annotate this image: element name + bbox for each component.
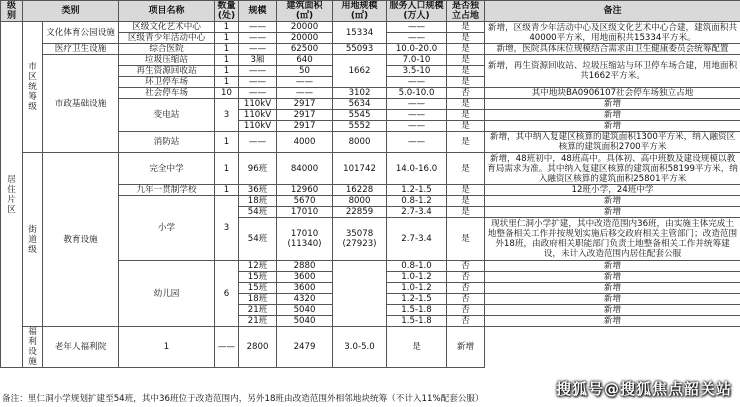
ind-cell: 是: [447, 66, 485, 77]
pop-cell: 7.0-10: [387, 55, 447, 66]
pop-cell: 3.5-10: [387, 66, 447, 77]
build-cell: 17010: [277, 207, 333, 218]
name-cell: 消防站: [119, 132, 215, 153]
count-cell: 1: [215, 33, 239, 44]
ind-cell: 是: [447, 110, 485, 121]
build-cell: 2917: [277, 99, 333, 110]
header-build-area: 建筑面积(㎡): [277, 1, 333, 22]
footnote: 备注：里仁洞小学规划扩建至54班，其中36班位于改造范围内，另外18班由改造范围外相邻地块统筹（不计入11%配套公服）: [2, 394, 484, 404]
table-row: [1, 55, 740, 66]
land-cell: 1662: [333, 55, 387, 88]
header-name: 项目名称: [119, 1, 215, 22]
pop-cell: ——: [387, 22, 447, 33]
build-cell: 5040: [277, 316, 333, 327]
remark-cell: 新增，区级青少年活动中心及区级文化艺术中心合建，建筑面积共40000平方米，用地面积共15334平方米。: [485, 22, 740, 44]
scale-cell: 110kV: [239, 99, 277, 110]
build-cell: 2917: [277, 110, 333, 121]
land-cell: 8000: [333, 196, 387, 207]
header-count: 数量(处): [215, 1, 239, 22]
count-cell: 1: [215, 55, 239, 66]
land-cell: 5634: [333, 99, 387, 110]
ind-cell: 否: [447, 316, 485, 327]
count-cell: 1: [215, 22, 239, 33]
pop-cell: 1.0-1.2: [387, 272, 447, 283]
header-level: 级别: [1, 1, 23, 22]
header-scale: 规模: [239, 1, 277, 22]
name-cell: 社会停车场: [119, 88, 215, 99]
ind-cell: 是: [447, 33, 485, 44]
build-value: 17010: [290, 229, 319, 239]
remark-cell: 新增，再生资源回收站、垃圾压缩站与环卫停车场合建，用地面积共1662平方米。: [485, 55, 740, 88]
ind-cell: 否: [447, 294, 485, 305]
scale-cell: ——: [239, 132, 277, 153]
ind-cell: 是: [447, 207, 485, 218]
scale-cell: 54班: [239, 207, 277, 218]
ind-cell: 是: [447, 121, 485, 132]
scale-cell: 18班: [239, 294, 277, 305]
pop-cell: ——: [387, 99, 447, 110]
count-cell: 1: [215, 44, 239, 55]
name-cell: 完全中学: [119, 153, 215, 185]
scale-cell: 15班: [239, 283, 277, 294]
build-cell: 5670: [277, 196, 333, 207]
count-cell: 1: [215, 77, 239, 88]
ind-cell: 否: [447, 261, 485, 272]
table-row: [1, 44, 740, 55]
header-independent: 是否独立占地: [447, 1, 485, 22]
scale-cell: 3厢: [239, 55, 277, 66]
category-cell: 市政基础设施: [43, 55, 119, 153]
count-cell: 6: [215, 261, 239, 327]
count-cell: 3: [215, 99, 239, 132]
build-cell: 84000: [277, 153, 333, 185]
table-row: [1, 22, 740, 33]
remark-cell: 新增，医院具体床位规模结合需求由卫生健康委员会统筹配置: [485, 44, 740, 55]
ind-cell: 是: [447, 153, 485, 185]
level-main-cell: 居住片区: [1, 22, 23, 368]
name-cell: 区级文化艺术中心: [119, 22, 215, 33]
land-value-inner: (27923): [342, 239, 377, 249]
remark-cell: 新增: [485, 121, 740, 132]
land-cell: 2479: [277, 327, 333, 368]
remark-cell: 新增: [485, 305, 740, 316]
category-cell: 医疗卫生设施: [43, 44, 119, 55]
table-header-row: [1, 1, 740, 22]
header-land-area: 用地规模(㎡): [333, 1, 387, 22]
remark-cell: 新增: [485, 99, 740, 110]
pop-cell: 2.7-3.4: [387, 207, 447, 218]
land-cell: 55093: [333, 44, 387, 55]
build-cell: 20000: [277, 22, 333, 33]
pop-cell: ——: [387, 77, 447, 88]
name-cell: 再生资源回收站: [119, 66, 215, 77]
ind-cell: 否: [447, 88, 485, 99]
pop-cell: 1.5-1.8: [387, 316, 447, 327]
name-cell: 区级青少年活动中心: [119, 33, 215, 44]
level-city-cell: 市区统筹级: [23, 22, 43, 153]
scale-cell: 96班: [239, 153, 277, 185]
scale-cell: ——: [239, 22, 277, 33]
land-value: 35078: [345, 229, 374, 239]
build-value-inner: (11340): [287, 239, 322, 249]
pop-cell: 1.5-1.8: [387, 305, 447, 316]
ind-cell: 否: [447, 305, 485, 316]
remark-cell: 新增: [485, 196, 740, 207]
pop-cell: 0.8-1.2: [387, 196, 447, 207]
build-cell: 4000: [277, 132, 333, 153]
scale-cell: ——: [239, 66, 277, 77]
pop-cell: 0.8-1.0: [387, 261, 447, 272]
count-cell: 1: [215, 66, 239, 77]
category-cell: 福利设施: [23, 327, 43, 368]
scale-cell: ——: [239, 33, 277, 44]
category-cell: 文化体育公园设施: [43, 22, 119, 44]
name-cell: 综合医院: [119, 44, 215, 55]
remark-cell: 新增: [447, 327, 485, 368]
count-cell: 1: [215, 153, 239, 185]
table-row: [1, 327, 740, 368]
count-cell: 1: [215, 132, 239, 153]
name-cell: 九年一贯制学校: [119, 185, 215, 196]
pop-cell: ——: [387, 121, 447, 132]
scale-cell: ——: [239, 88, 277, 99]
build-cell: 2800: [239, 327, 277, 368]
build-cell: 3600: [277, 272, 333, 283]
header-category: 类别: [23, 1, 119, 22]
pop-cell: 5.0-10.0: [387, 88, 447, 99]
name-cell: 环卫停车场: [119, 77, 215, 88]
remark-cell: 新增: [485, 261, 740, 272]
land-cell: 5552: [333, 121, 387, 132]
land-cell: 22859: [333, 207, 387, 218]
name-cell: 小学: [119, 196, 215, 261]
count-cell: 3: [215, 196, 239, 261]
scale-cell: ——: [239, 77, 277, 88]
pop-cell: ——: [387, 132, 447, 153]
build-cell: 4320: [277, 294, 333, 305]
name-cell: 变电站: [119, 99, 215, 132]
header-pop: 服务人口规模(万人): [387, 1, 447, 22]
remark-cell: 现状里仁洞小学扩建，其中改造范围内36班，由实施主体完成土地整备相关工作并按规划实施后移交政府相关主管部门；改造范围外18班，由政府相关职能部门负责土地整备相关工作并统筹建设，未计入改造范围内居住配套公服: [485, 218, 740, 261]
remark-cell: 其中地块BA0906107社会停车场独立占地: [485, 88, 740, 99]
ind-cell: 是: [447, 132, 485, 153]
remark-cell: 新增: [485, 272, 740, 283]
pop-cell: 10.0-20.0: [387, 44, 447, 55]
ind-cell: 是: [447, 185, 485, 196]
pop-cell: ——: [387, 33, 447, 44]
scale-cell: 15班: [239, 272, 277, 283]
build-cell: 50: [277, 66, 333, 77]
build-cell: 12960: [277, 185, 333, 196]
pop-cell: 1.2-1.5: [387, 185, 447, 196]
remark-cell: 新增: [485, 294, 740, 305]
remark-cell: 12班小学，24班中学: [485, 185, 740, 196]
land-cell: 5545: [333, 110, 387, 121]
header-remark: 备注: [485, 1, 740, 22]
pop-cell: 1.0-1.2: [387, 283, 447, 294]
scale-cell: 110kV: [239, 110, 277, 121]
build-cell: 20000: [277, 33, 333, 44]
watermark: 搜狐号@搜狐焦点韶关站: [555, 380, 732, 398]
pop-cell: ——: [387, 110, 447, 121]
remark-cell: 新增: [485, 283, 740, 294]
build-cell: 3600: [277, 283, 333, 294]
build-cell: ——: [277, 77, 333, 88]
land-cell: 3102: [333, 88, 387, 99]
land-cell: 15334: [333, 22, 387, 44]
land-cell: [333, 218, 387, 261]
pop-cell: 1.2-1.5: [387, 294, 447, 305]
ind-cell: 否: [447, 272, 485, 283]
build-cell: 640: [277, 55, 333, 66]
ind-cell: 是: [447, 22, 485, 33]
build-cell: 2880: [277, 261, 333, 272]
scale-cell: 18班: [239, 196, 277, 207]
count-cell: 1: [215, 185, 239, 196]
ind-cell: 是: [447, 44, 485, 55]
remark-cell: 新增: [485, 316, 740, 327]
scale-cell: ——: [239, 44, 277, 55]
build-cell: ——: [277, 88, 333, 99]
scale-cell: 21班: [239, 305, 277, 316]
scale-cell: ——: [215, 327, 239, 368]
land-cell: 16228: [333, 185, 387, 196]
name-cell: 幼儿园: [119, 261, 215, 327]
pop-cell: 2.7-3.4: [387, 218, 447, 261]
scale-cell: 36班: [239, 185, 277, 196]
pop-cell: 14.0-16.0: [387, 153, 447, 185]
count-cell: 1: [119, 327, 215, 368]
remark-cell: 新增: [485, 207, 740, 218]
count-cell: 10: [215, 88, 239, 99]
name-cell: 老年人福利院: [43, 327, 119, 368]
table-row: [1, 153, 740, 185]
level-street-cell: 街道级: [23, 153, 43, 327]
remark-cell: 新增，其中纳入复建区核算的建筑面积1300平方米，纳入融资区核算的建筑面积2700平方米: [485, 132, 740, 153]
scale-cell: 110kV: [239, 121, 277, 132]
build-cell: 5040: [277, 305, 333, 316]
ind-cell: 是: [447, 196, 485, 207]
remark-cell: 新增: [485, 110, 740, 121]
ind-cell: 是: [447, 55, 485, 66]
build-cell: 62500: [277, 44, 333, 55]
ind-cell: 否: [447, 283, 485, 294]
ind-cell: 是: [447, 218, 485, 261]
land-cell: [333, 261, 387, 327]
ind-cell: 是: [447, 99, 485, 110]
ind-cell: 是: [447, 77, 485, 88]
scale-cell: 54班: [239, 218, 277, 261]
land-cell: 8000: [333, 132, 387, 153]
ind-cell: 是: [387, 327, 447, 368]
build-cell: 2917: [277, 121, 333, 132]
pop-cell: 3.0-5.0: [333, 327, 387, 368]
name-cell: 垃圾压缩站: [119, 55, 215, 66]
category-cell: 教育设施: [43, 153, 119, 327]
scale-cell: 21班: [239, 316, 277, 327]
scale-cell: 12班: [239, 261, 277, 272]
land-cell: 101742: [333, 153, 387, 185]
build-cell: [277, 218, 333, 261]
remark-cell: 新增，48班初中，48班高中。具体初、高中班数及建设规模以教育局需求为准。其中纳入复建区核算的建筑面积58199平方米，纳入融资区核算的建筑面积25801平方米: [485, 153, 740, 185]
